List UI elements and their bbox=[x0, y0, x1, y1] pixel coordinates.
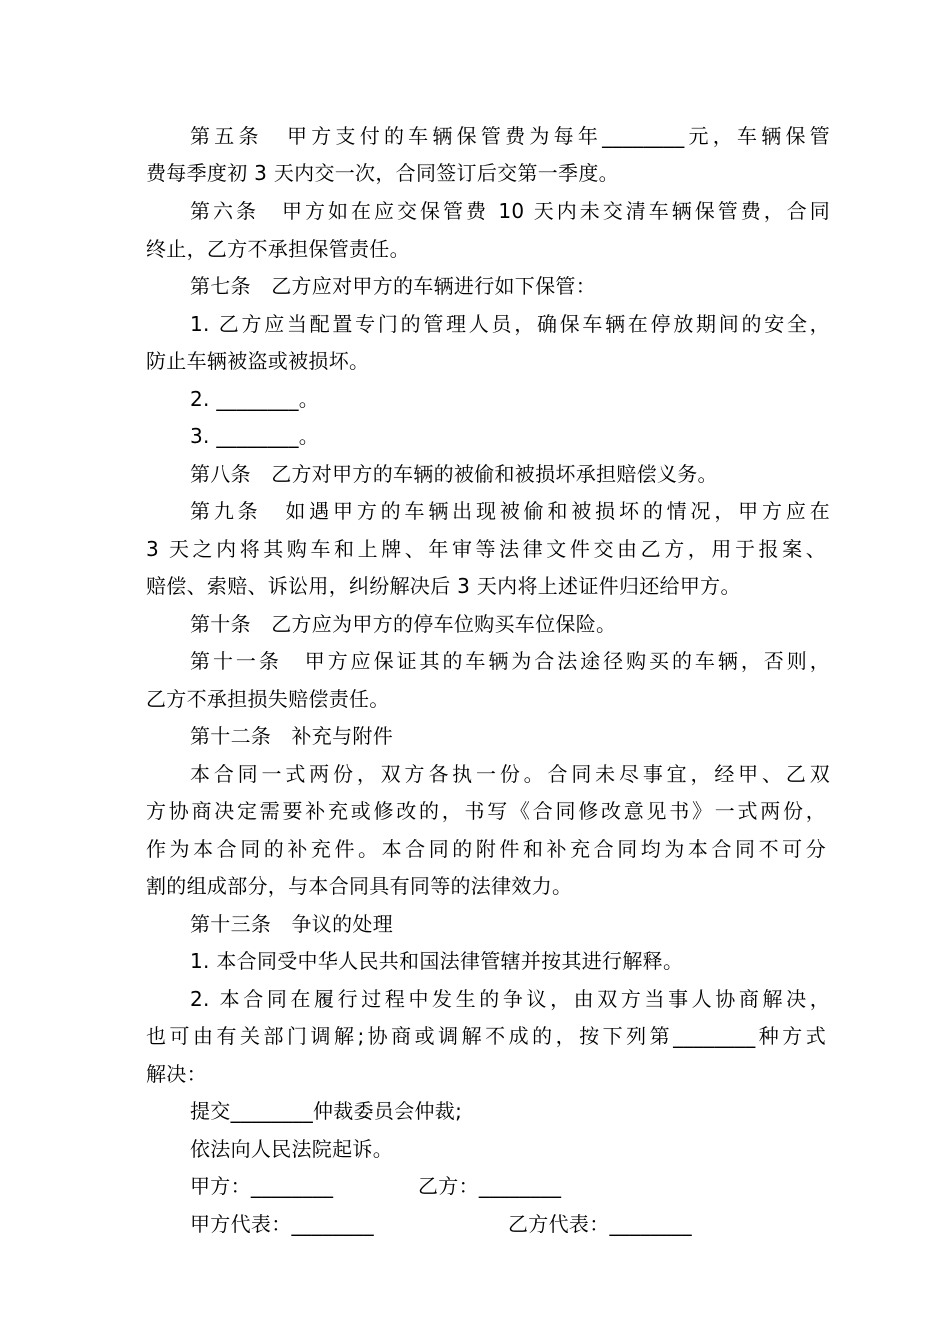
clause-7-item-1-line-2: 防止车辆被盗或被损坏。 bbox=[146, 349, 370, 373]
clause-12-para-line-1: 本合同一式两份，双方各执一份。合同未尽事宜，经甲、乙双 bbox=[190, 762, 830, 786]
party-b-signature: 乙方：________ bbox=[418, 1174, 562, 1198]
party-b-representative: 乙方代表：________ bbox=[508, 1212, 692, 1236]
party-a-signature: 甲方：________ bbox=[190, 1174, 334, 1198]
clause-11-line-1: 第十一条 甲方应保证其的车辆为合法途径购买的车辆，否则， bbox=[190, 649, 830, 673]
arbitration-option: 提交________仲裁委员会仲裁; bbox=[190, 1099, 463, 1123]
clause-6-line-1: 第六条 甲方如在应交保管费 10 天内未交清车辆保管费，合同 bbox=[190, 199, 830, 223]
clause-6-line-2: 终止，乙方不承担保管责任。 bbox=[146, 237, 410, 261]
court-option: 依法向人民法院起诉。 bbox=[190, 1137, 393, 1161]
clause-13-item-2-line-3: 解决： bbox=[146, 1062, 207, 1086]
clause-13-item-2-line-1: 2. 本合同在履行过程中发生的争议，由双方当事人协商解决， bbox=[190, 987, 830, 1011]
clause-11-line-2: 乙方不承担损失赔偿责任。 bbox=[146, 687, 390, 711]
clause-7-item-1-line-1: 1. 乙方应当配置专门的管理人员，确保车辆在停放期间的安全， bbox=[190, 312, 830, 336]
clause-12-heading: 第十二条 补充与附件 bbox=[190, 724, 393, 748]
clause-13-heading: 第十三条 争议的处理 bbox=[190, 912, 393, 936]
clause-13-item-1: 1. 本合同受中华人民共和国法律管辖并按其进行解释。 bbox=[190, 949, 684, 973]
clause-5-line-1: 第五条 甲方支付的车辆保管费为每年________元，车辆保管 bbox=[190, 124, 830, 148]
clause-7-item-3: 3. ________。 bbox=[190, 424, 320, 448]
clause-12-para-line-3: 作为本合同的补充件。本合同的附件和补充合同均为本合同不可分 bbox=[146, 837, 826, 861]
clause-9-line-3: 赔偿、索赔、诉讼用，纠纷解决后 3 天内将上述证件归还给甲方。 bbox=[146, 574, 741, 598]
clause-12-para-line-4: 割的组成部分，与本合同具有同等的法律效力。 bbox=[146, 874, 573, 898]
clause-8: 第八条 乙方对甲方的车辆的被偷和被损坏承担赔偿义务。 bbox=[190, 462, 718, 486]
clause-7-heading: 第七条 乙方应对甲方的车辆进行如下保管： bbox=[190, 274, 596, 298]
clause-10: 第十条 乙方应为甲方的停车位购买车位保险。 bbox=[190, 612, 617, 636]
clause-9-line-2: 3 天之内将其购车和上牌、年审等法律文件交由乙方，用于报案、 bbox=[146, 537, 826, 561]
clause-9-line-1: 第九条 如遇甲方的车辆出现被偷和被损坏的情况，甲方应在 bbox=[190, 499, 830, 523]
clause-5-line-2: 费每季度初 3 天内交一次，合同签订后交第一季度。 bbox=[146, 161, 619, 185]
clause-12-para-line-2: 方协商决定需要补充或修改的，书写《合同修改意见书》一式两份， bbox=[146, 799, 826, 823]
clause-7-item-2: 2. ________。 bbox=[190, 387, 320, 411]
clause-13-item-2-line-2: 也可由有关部门调解;协商或调解不成的，按下列第________种方式 bbox=[146, 1024, 826, 1048]
party-a-representative: 甲方代表：________ bbox=[190, 1212, 374, 1236]
